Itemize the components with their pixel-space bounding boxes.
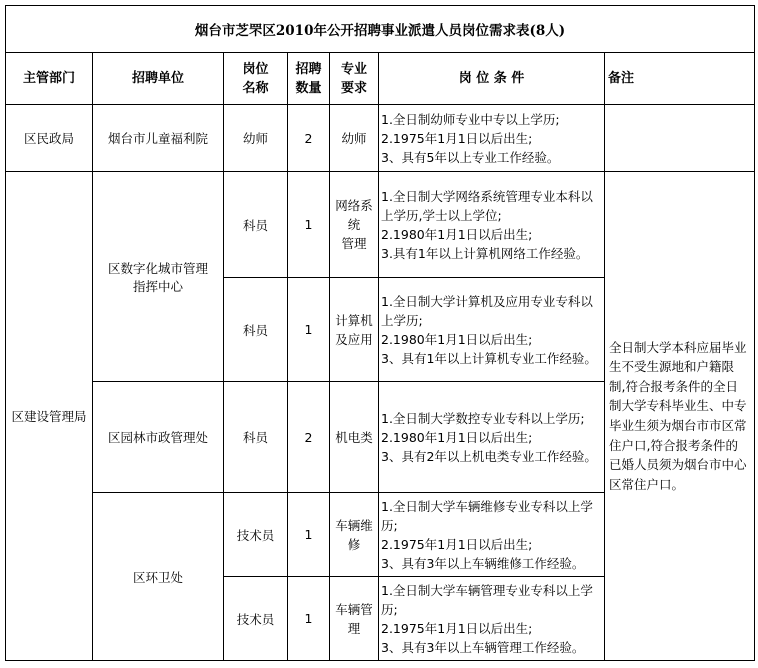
header-conditions bbox=[379, 53, 605, 105]
count-value: 1 bbox=[304, 217, 313, 232]
post-cell bbox=[224, 577, 288, 661]
post-name: 科员 bbox=[242, 322, 268, 338]
count-cell bbox=[288, 172, 330, 278]
condition-line: 1.全日制大学车辆管理专业专科以上学历; bbox=[381, 582, 593, 617]
remark-text: 全日制大学本科应届毕业生不受生源地和户籍限制,符合报考条件的全日制大学专科毕业生、中专毕业生须为烟台市市区常住户口,符合报考条件的已婚人员须为烟台市中心区常住户口。 bbox=[609, 339, 747, 492]
table-title-text: 烟台市芝罘区2010年公开招聘事业派遣人员岗位需求表(8人) bbox=[194, 23, 566, 39]
conditions-cell bbox=[379, 577, 605, 661]
major-cell bbox=[330, 278, 379, 382]
dept-name: 区民政局 bbox=[23, 131, 74, 146]
post-cell bbox=[224, 278, 288, 382]
job-requirements-table bbox=[5, 5, 755, 661]
unit-name: 区环卫处 bbox=[132, 569, 183, 585]
condition-line: 3、具有2年以上机电类专业工作经验。 bbox=[381, 448, 597, 464]
count-value: 2 bbox=[304, 130, 313, 146]
condition-line: 2.1980年1月1日以后出生; bbox=[381, 429, 533, 445]
condition-line: 1.全日制大学车辆维修专业专科以上学历; bbox=[381, 498, 593, 533]
header-post-line2: 名称 bbox=[242, 80, 269, 96]
condition-line: 2.1975年1月1日以后出生; bbox=[381, 130, 533, 146]
header-major bbox=[330, 53, 379, 105]
count-cell bbox=[288, 577, 330, 661]
header-unit bbox=[93, 53, 224, 105]
condition-line: 1.全日制大学计算机及应用专业专科以上学历; bbox=[381, 293, 593, 328]
header-remark bbox=[605, 53, 755, 105]
header-conditions-text: 岗 位 条 件 bbox=[458, 71, 525, 86]
count-value: 1 bbox=[304, 611, 313, 626]
major-cell bbox=[330, 172, 379, 278]
conditions-cell bbox=[379, 382, 605, 493]
unit-name: 区园林市政管理处 bbox=[107, 430, 208, 445]
header-post-line1: 岗位 bbox=[242, 61, 269, 77]
table-title bbox=[6, 6, 755, 53]
condition-line: 1.全日制幼师专业中专以上学历; bbox=[381, 111, 560, 127]
unit-cell bbox=[93, 105, 224, 172]
conditions-cell bbox=[379, 278, 605, 382]
condition-line: 3、具有1年以上计算机专业工作经验。 bbox=[381, 350, 597, 366]
major-line: 修 bbox=[347, 536, 361, 552]
post-cell bbox=[224, 493, 288, 577]
remark-cell-empty bbox=[605, 105, 755, 172]
dept-cell bbox=[6, 105, 93, 172]
unit-name-line2: 指挥中心 bbox=[132, 278, 183, 294]
count-cell bbox=[288, 105, 330, 172]
unit-cell bbox=[93, 382, 224, 493]
condition-line: 2.1980年1月1日以后出生; bbox=[381, 226, 533, 242]
count-cell bbox=[288, 278, 330, 382]
post-name: 技术员 bbox=[236, 611, 275, 627]
major-line: 及应用 bbox=[335, 331, 373, 347]
header-post bbox=[224, 53, 288, 105]
header-remark-text: 备注 bbox=[608, 71, 635, 86]
header-dept bbox=[6, 53, 93, 105]
unit-name: 烟台市儿童福利院 bbox=[107, 131, 208, 146]
post-name: 技术员 bbox=[236, 527, 275, 543]
post-cell bbox=[224, 382, 288, 493]
header-row bbox=[6, 53, 755, 105]
post-name: 幼师 bbox=[242, 131, 268, 146]
major-line: 理 bbox=[347, 620, 361, 636]
major-line: 管理 bbox=[341, 236, 367, 251]
condition-line: 2.1975年1月1日以后出生; bbox=[381, 620, 533, 636]
header-count bbox=[288, 53, 330, 105]
major-line: 计算机 bbox=[335, 312, 373, 328]
post-cell bbox=[224, 105, 288, 172]
count-value: 1 bbox=[304, 322, 313, 337]
major-line: 网络系 bbox=[335, 198, 373, 213]
remark-cell bbox=[605, 172, 755, 661]
major-line: 车辆管 bbox=[335, 601, 373, 617]
count-value: 2 bbox=[304, 429, 313, 445]
major-name: 幼师 bbox=[341, 131, 367, 146]
conditions-cell bbox=[379, 105, 605, 172]
condition-line: 3、具有5年以上专业工作经验。 bbox=[381, 149, 560, 165]
condition-line: 1.全日制大学数控专业专科以上学历; bbox=[381, 410, 585, 426]
table-row bbox=[6, 172, 755, 278]
conditions-cell bbox=[379, 493, 605, 577]
condition-line: 3.具有1年以上计算机网络工作经验。 bbox=[381, 245, 589, 261]
major-cell bbox=[330, 493, 379, 577]
header-dept-text: 主管部门 bbox=[22, 71, 75, 86]
count-cell bbox=[288, 382, 330, 493]
major-cell bbox=[330, 382, 379, 493]
major-line: 车辆维 bbox=[335, 517, 373, 533]
condition-line: 3、具有3年以上车辆管理工作经验。 bbox=[381, 639, 585, 655]
header-major-line2: 要求 bbox=[340, 80, 367, 96]
post-name: 科员 bbox=[242, 430, 268, 445]
post-name: 科员 bbox=[242, 217, 268, 233]
header-major-line1: 专业 bbox=[340, 61, 367, 77]
header-unit-text: 招聘单位 bbox=[131, 71, 184, 86]
count-value: 1 bbox=[304, 527, 313, 542]
header-count-line2: 数量 bbox=[295, 80, 322, 96]
unit-name-line1: 区数字化城市管理 bbox=[107, 260, 208, 276]
header-count-line1: 招聘 bbox=[295, 61, 322, 77]
major-cell bbox=[330, 105, 379, 172]
table-row bbox=[6, 105, 755, 172]
count-cell bbox=[288, 493, 330, 577]
dept-cell bbox=[6, 172, 93, 661]
post-cell bbox=[224, 172, 288, 278]
unit-cell bbox=[93, 172, 224, 382]
condition-line: 1.全日制大学网络系统管理专业本科以上学历,学士以上学位; bbox=[381, 188, 593, 223]
major-cell bbox=[330, 577, 379, 661]
conditions-cell bbox=[379, 172, 605, 278]
unit-cell bbox=[93, 493, 224, 661]
dept-name: 区建设管理局 bbox=[11, 409, 87, 424]
major-name: 机电类 bbox=[335, 430, 373, 445]
condition-line: 3、具有3年以上车辆维修工作经验。 bbox=[381, 555, 585, 571]
condition-line: 2.1975年1月1日以后出生; bbox=[381, 536, 533, 552]
condition-line: 2.1980年1月1日以后出生; bbox=[381, 331, 533, 347]
major-line: 统 bbox=[347, 217, 361, 232]
